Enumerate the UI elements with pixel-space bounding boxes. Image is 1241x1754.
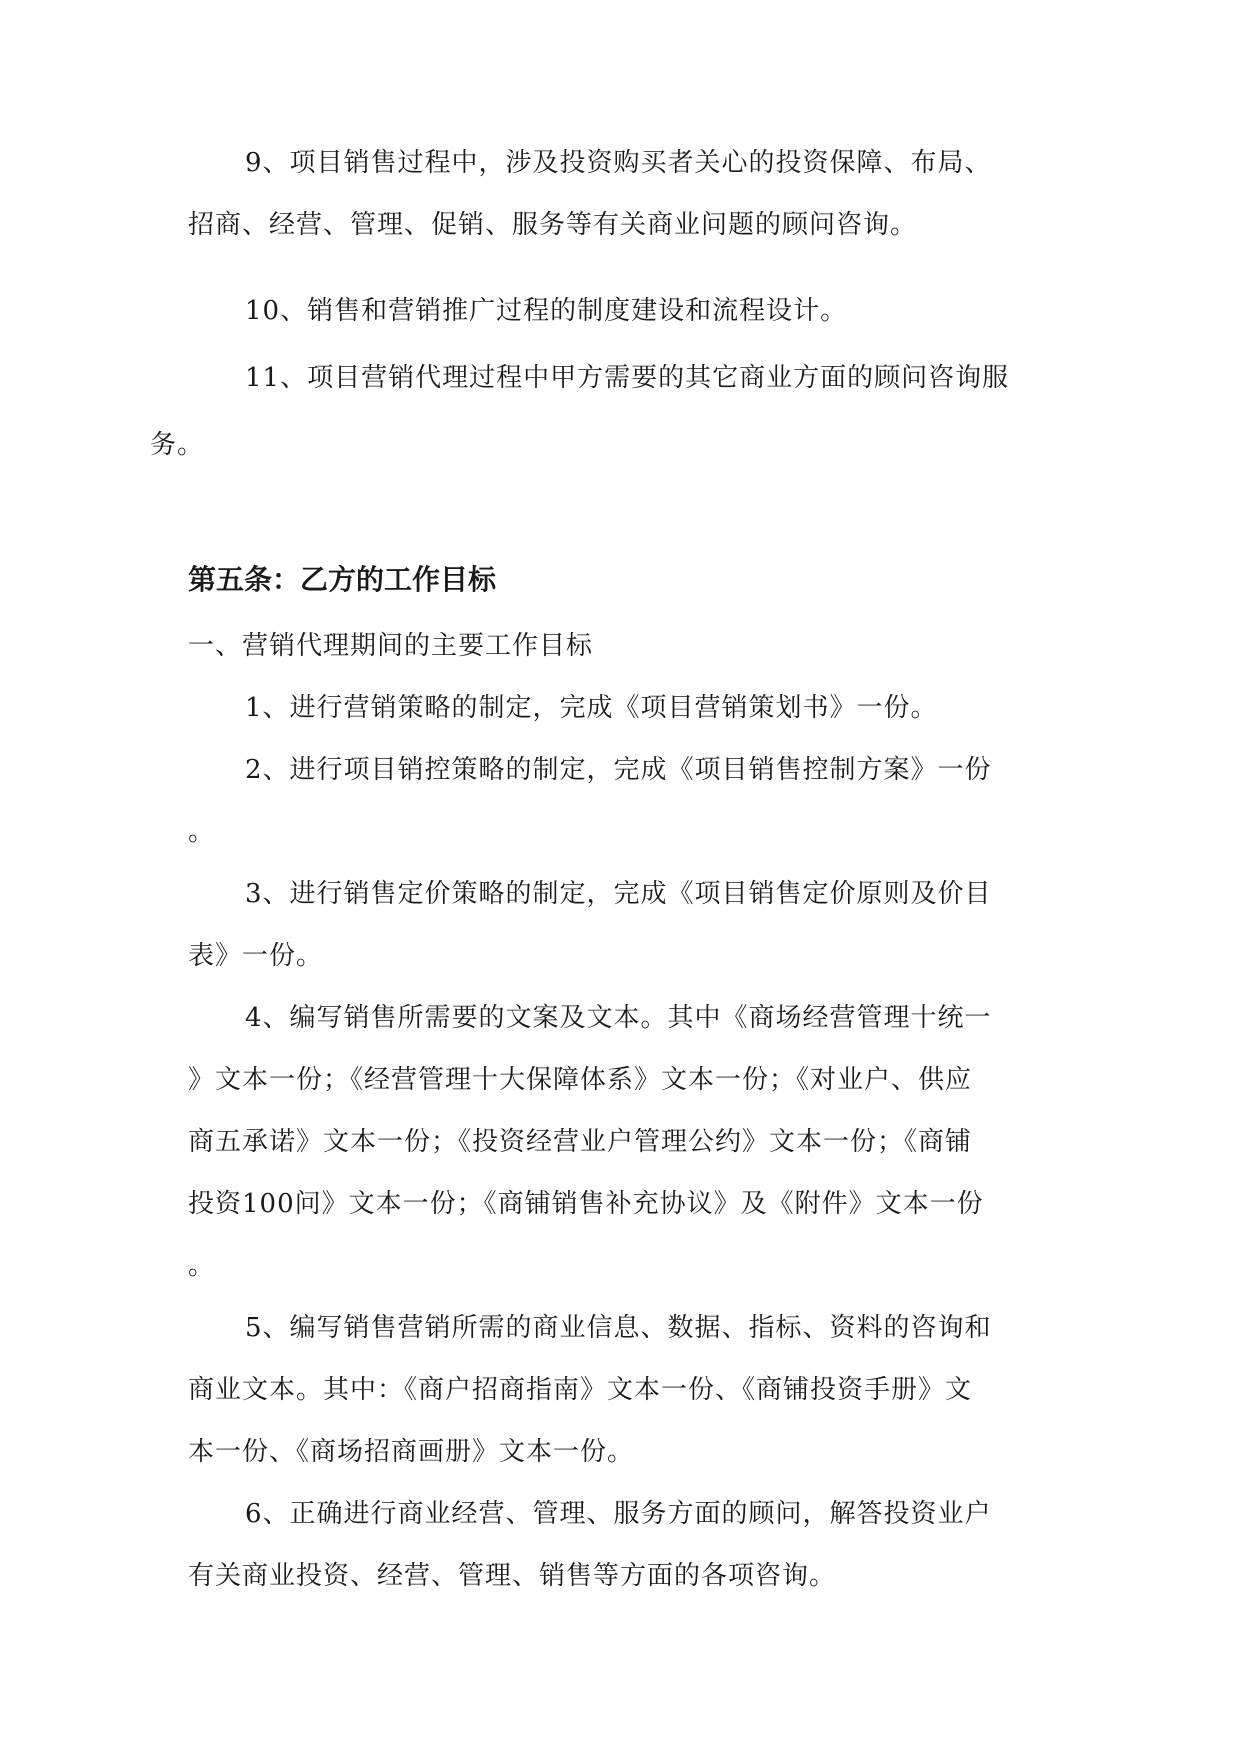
- goal-4-line-2: 》文本一份；《经营管理十大保障体系》文本一份；《对业户、供应: [188, 1065, 973, 1095]
- goal-6-line-2: 有关商业投资、经营、管理、销售等方面的各项咨询。: [188, 1561, 837, 1591]
- goal-5-line-3: 本一份、《商场招商画册》文本一份。: [188, 1437, 635, 1467]
- subheading-one: 一、营销代理期间的主要工作目标: [188, 631, 594, 661]
- goal-3-line-1: 3、进行销售定价策略的制定，完成《项目销售定价原则及价目: [245, 879, 992, 909]
- goal-2-line-2: 。: [188, 817, 216, 847]
- goal-4-line-4: 投资100问》文本一份；《商铺销售补充协议》及《附件》文本一份: [188, 1189, 984, 1219]
- goal-2-line-1: 2、进行项目销控策略的制定，完成《项目销售控制方案》一份: [245, 755, 992, 785]
- goal-3-line-2: 表》一份。: [188, 941, 324, 971]
- goal-1-line: 1、进行营销策略的制定，完成《项目营销策划书》一份。: [245, 693, 938, 723]
- goal-4-line-3: 商五承诺》文本一份；《投资经营业户管理公约》文本一份；《商铺: [188, 1127, 973, 1157]
- goal-6-line-1: 6、正确进行商业经营、管理、服务方面的顾问，解答投资业户: [245, 1499, 992, 1529]
- section-heading: 第五条：乙方的工作目标: [188, 563, 497, 596]
- goal-5-line-1: 5、编写销售营销所需的商业信息、数据、指标、资料的咨询和: [245, 1313, 992, 1343]
- item-11-line-2: 务。: [150, 430, 205, 460]
- goal-4-line-5: 。: [188, 1251, 216, 1281]
- item-9-line-2: 招商、经营、管理、促销、服务等有关商业问题的顾问咨询。: [188, 210, 918, 240]
- item-9-line-1: 9、项目销售过程中，涉及投资购买者关心的投资保障、布局、: [245, 148, 992, 178]
- item-10-line: 10、销售和营销推广过程的制度建设和流程设计。: [245, 296, 848, 326]
- item-11-line-1: 11、项目营销代理过程中甲方需要的其它商业方面的顾问咨询服: [245, 363, 1010, 393]
- goal-5-line-2: 商业文本。其中：《商户招商指南》文本一份、《商铺投资手册》文: [188, 1375, 973, 1405]
- goal-4-line-1: 4、编写销售所需要的文案及文本。其中《商场经营管理十统一: [245, 1003, 992, 1033]
